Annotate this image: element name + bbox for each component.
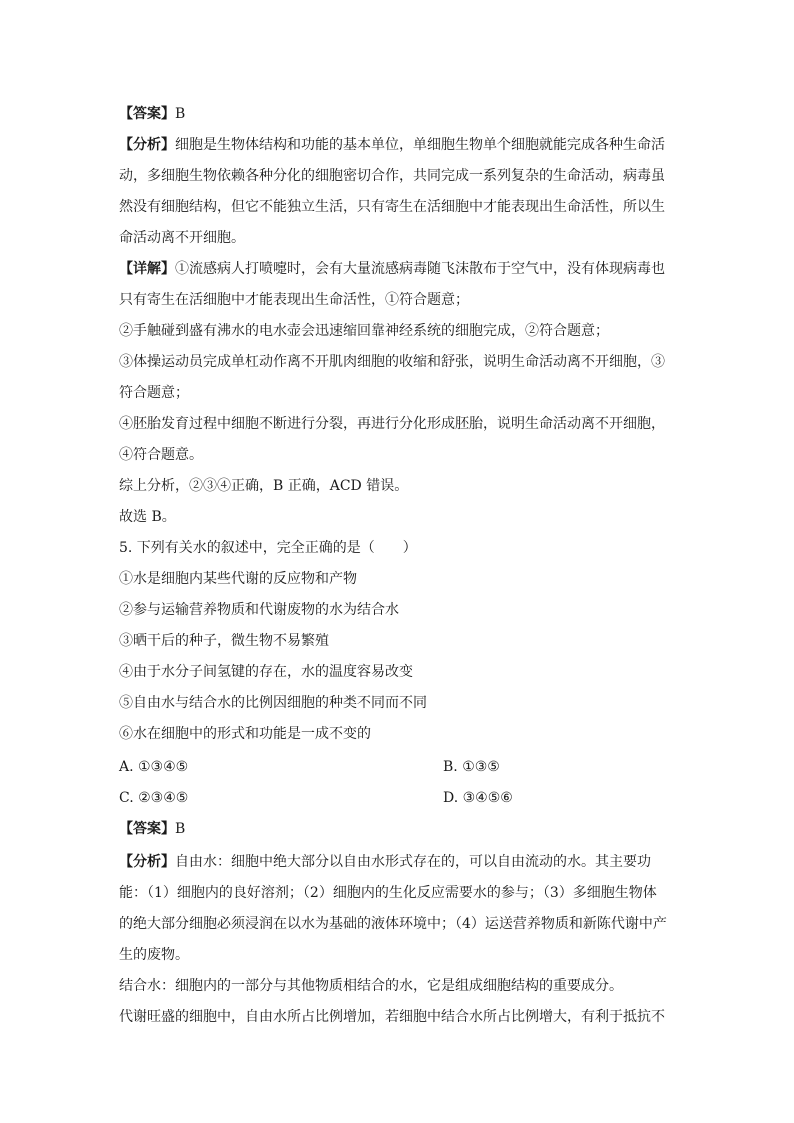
answer-tag: 【答案】 [119, 106, 175, 122]
detail-line: 故选 B。 [119, 509, 176, 525]
answer-line-1 [119, 104, 679, 124]
detail-line: 符合题意； [119, 385, 189, 401]
analysis-line: 的绝大部分细胞必须浸润在以水为基础的液体环境中；（4）运送营养物质和新陈代谢中产 [119, 916, 667, 932]
question-statement: ⑥水在细胞中的形式和功能是一成不变的 [119, 726, 371, 742]
option-a: A. ①③④⑤ [119, 759, 189, 775]
analysis-line: 然没有细胞结构，但它不能独立生活，只有寄生在活细胞中才能表现出生命活性，所以生 [119, 199, 665, 215]
analysis-line: 生的废物。 [119, 947, 189, 963]
analysis-line [119, 135, 679, 155]
analysis-line: 结合水：细胞内的一部分与其他物质相结合的水，它是组成细胞结构的重要成分。 [119, 978, 623, 994]
answer-tag: 【答案】 [119, 821, 175, 837]
detail-text: ①流感病人打喷嚏时，会有大量流感病毒随飞沫散布于空气中，没有体现病毒也 [175, 261, 665, 277]
question-statement: ④由于水分子间氢键的存在，水的温度容易改变 [119, 664, 413, 680]
analysis-line: 代谢旺盛的细胞中，自由水所占比例增加，若细胞中结合水所占比例增大，有利于抵抗不 [119, 1009, 665, 1025]
question-statement: ⑤自由水与结合水的比例因细胞的种类不同而不同 [119, 695, 427, 711]
detail-line: ②手触碰到盛有沸水的电水壶会迅速缩回靠神经系统的细胞完成，②符合题意； [119, 323, 609, 339]
analysis-text: 自由水：细胞中绝大部分以自由水形式存在的，可以自由流动的水。其主要功 [175, 854, 651, 870]
question-statement: ②参与运输营养物质和代谢废物的水为结合水 [119, 602, 399, 618]
detail-tag: 【详解】 [119, 261, 175, 277]
detail-line: ④胚胎发育过程中细胞不断进行分裂，再进行分化形成胚胎，说明生命活动离不开细胞， [119, 416, 665, 432]
detail-line: ④符合题意。 [119, 447, 203, 463]
analysis-line: 能：（1）细胞内的良好溶剂；（2）细胞内的生化反应需要水的参与；（3）多细胞生物体 [119, 885, 657, 901]
answer-value: B [175, 106, 186, 122]
question-statement: ①水是细胞内某些代谢的反应物和产物 [119, 571, 357, 587]
answer-value: B [175, 821, 186, 837]
detail-line [119, 259, 679, 279]
analysis-line: 动，多细胞生物依赖各种分化的细胞密切合作，共同完成一系列复杂的生命活动，病毒虽 [119, 168, 665, 184]
option-c: C. ②③④⑤ [119, 790, 189, 806]
question-stem: 5. 下列有关水的叙述中，完全正确的是（ ） [119, 540, 417, 556]
analysis-text: 细胞是生物体结构和功能的基本单位，单细胞生物单个细胞就能完成各种生命活 [175, 137, 665, 153]
detail-line: 综上分析，②③④正确，B 正确，ACD 错误。 [119, 478, 409, 494]
option-d: D. ③④⑤⑥ [443, 790, 513, 806]
analysis-line: 命活动离不开细胞。 [119, 230, 245, 246]
detail-line: ③体操运动员完成单杠动作离不开肌肉细胞的收缩和舒张，说明生命活动离不开细胞，③ [119, 354, 665, 370]
question-statement: ③晒干后的种子，微生物不易繁殖 [119, 633, 329, 649]
answer-line-2 [119, 819, 679, 839]
option-b: B. ①③⑤ [443, 759, 500, 775]
analysis-line [119, 852, 679, 872]
analysis-tag: 【分析】 [119, 137, 175, 153]
analysis-tag: 【分析】 [119, 854, 175, 870]
detail-line: 只有寄生在活细胞中才能表现出生命活性，①符合题意； [119, 292, 469, 308]
